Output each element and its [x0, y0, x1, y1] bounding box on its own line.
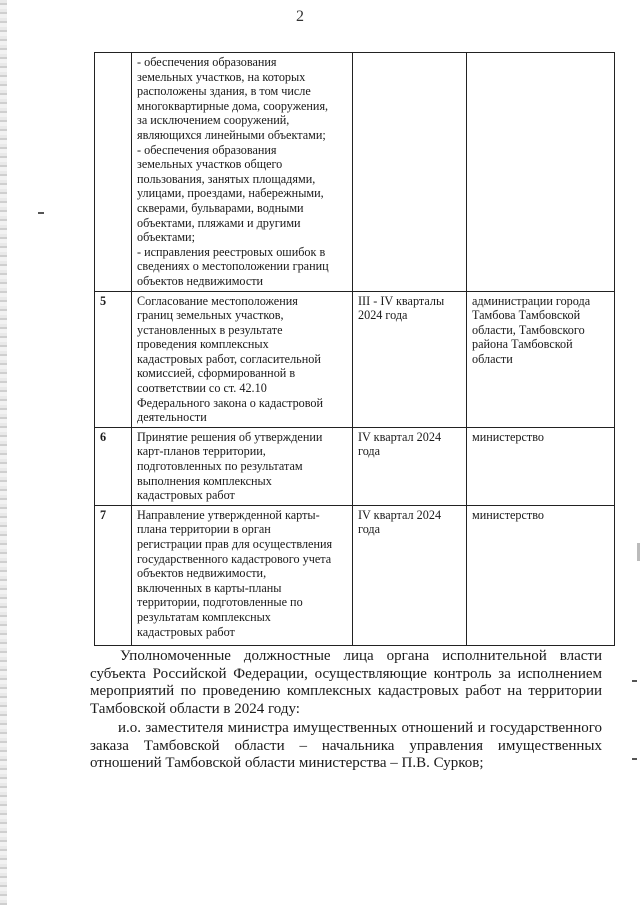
text-line: плана территории в орган: [137, 522, 271, 537]
text-line: Согласование местоположения: [137, 293, 298, 308]
text-line: - обеспечения образования: [137, 142, 277, 157]
text-line: границ земельных участков,: [137, 308, 284, 323]
text-line: земельных участков, на которых: [137, 69, 306, 84]
table-row-5: [95, 291, 615, 427]
text-line: включенных в карты-планы: [137, 580, 282, 595]
text-line: проведения комплексных: [137, 337, 269, 352]
text-line: сведениях о местоположении границ: [137, 259, 329, 274]
text-line: министерство: [472, 507, 545, 522]
text-line: кадастровых работ: [137, 488, 235, 503]
text-line: Тамбова Тамбовской: [472, 308, 581, 323]
table-row-continuation: [95, 53, 615, 292]
scan-speck: [38, 212, 44, 214]
scan-edge-left: [0, 0, 7, 905]
text-line: выполнения комплексных: [137, 473, 272, 488]
text-line: карт-планов территории,: [137, 444, 266, 459]
text-line: являющихся линейными объектами;: [137, 127, 326, 142]
text-line: государственного кадастрового учета: [137, 551, 332, 566]
cell-term: [353, 505, 467, 645]
text-line: области, Тамбовского: [472, 322, 585, 337]
table-row-6: [95, 427, 615, 505]
text-line: района Тамбовской: [472, 337, 573, 352]
text-line: земельных участков общего: [137, 157, 283, 172]
text-line: расположены здания, в том числе: [137, 84, 311, 99]
text-line: 2024 года: [358, 308, 408, 323]
cell-executor: [467, 427, 615, 505]
text-line: кадастровых работ, согласительной: [137, 351, 321, 366]
text-line: скверами, бульварами, водными: [137, 200, 304, 215]
cell-activity: [132, 427, 353, 505]
text-line: объектами;: [137, 230, 195, 245]
cell-number: [95, 53, 132, 292]
text-line: администрации города: [472, 293, 591, 308]
text-line: установленных в результате: [137, 322, 283, 337]
text-line: объектов недвижимости,: [137, 566, 267, 581]
text-line: пользования, занятых площадями,: [137, 171, 316, 186]
text-line: объектами, пляжами и другими: [137, 215, 301, 230]
body-paragraph-surkov: и.о. заместителя министра имущественных отношений и государственного заказа Тамбовской области – начальника управления имущественных отношений Тамбовской области министерства – П.В. Сурков;: [90, 720, 602, 772]
text-line: комиссией, сформированной в: [137, 366, 296, 381]
text-line: года: [358, 522, 381, 537]
cell-term: [353, 291, 467, 427]
text-line: улицами, проездами, набережными,: [137, 186, 324, 201]
text-line: области: [472, 351, 513, 366]
text-line: многоквартирные дома, сооружения,: [137, 98, 329, 113]
cell-activity: [132, 53, 353, 292]
text-line: территории, подготовленные по: [137, 595, 303, 610]
text-line: IV квартал 2024: [358, 429, 442, 444]
cell-term: [353, 53, 467, 292]
table-row-7: [95, 505, 615, 645]
text-line: деятельности: [137, 410, 207, 425]
text-line: Принятие решения об утверждении: [137, 429, 323, 444]
text-line: соответствии со ст. 42.10: [137, 381, 267, 396]
text-line: года: [358, 444, 381, 459]
cell-term: [353, 427, 467, 505]
page-number: 2: [296, 8, 304, 25]
cell-executor: [467, 291, 615, 427]
text-line: - исправления реестровых ошибок в: [137, 244, 326, 259]
cell-number: 7: [95, 505, 132, 645]
cell-executor: [467, 53, 615, 292]
scan-speck: [632, 680, 637, 682]
text-line: III - IV кварталы: [358, 293, 445, 308]
text-line: Федерального закона о кадастровой: [137, 395, 324, 410]
text-line: Направление утвержденной карты-: [137, 507, 320, 522]
scan-speck: [632, 758, 637, 760]
text-line: IV квартал 2024: [358, 507, 442, 522]
text-line: за исключением сооружений,: [137, 113, 290, 128]
text-line: министерство: [472, 429, 545, 444]
body-paragraph-officials: Уполномоченные должностные лица органа исполнительной власти субъекта Российской Федерации, осуществляющие контроль за исполнением мероприятий по проведению комплексных кадастровых работ на территории Тамбовской области в 2024 году:: [90, 648, 602, 717]
text-line: регистрации прав для осуществления: [137, 537, 333, 551]
text-line: подготовленных по результатам: [137, 459, 303, 474]
cell-number: 5: [95, 291, 132, 427]
text-line: - обеспечения образования: [137, 55, 277, 69]
activities-table: [94, 52, 615, 646]
text-line: объектов недвижимости: [137, 273, 264, 288]
cell-activity: [132, 291, 353, 427]
cell-executor: [467, 505, 615, 645]
text-line: кадастровых работ: [137, 624, 235, 639]
cell-activity: [132, 505, 353, 645]
cell-number: 6: [95, 427, 132, 505]
text-line: результатам комплексных: [137, 609, 271, 624]
